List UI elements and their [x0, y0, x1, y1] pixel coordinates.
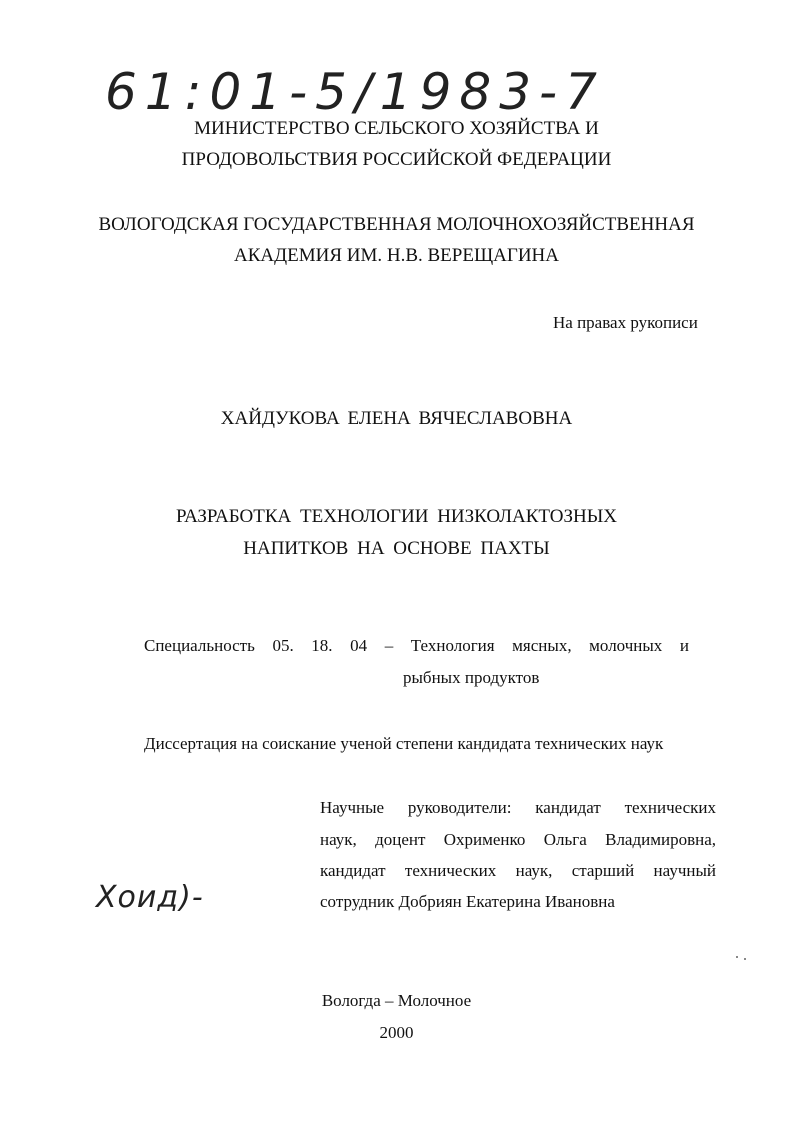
academy-line-1: ВОЛОГОДСКАЯ ГОСУДАРСТВЕННАЯ МОЛОЧНОХОЗЯЙСТВЕННАЯ	[98, 214, 695, 235]
handwritten-mark: Хоид)-	[96, 880, 204, 915]
title-line-2: НАПИТКОВ НА ОСНОВЕ ПАХТЫ	[243, 538, 550, 559]
scan-speck	[744, 958, 746, 960]
scan-speck	[736, 956, 738, 958]
supervisors-line-4: сотрудник Добриян Екатерина Ивановна	[320, 892, 615, 911]
supervisors-line-2: наук, доцент Охрименко Ольга Владимировна,	[320, 830, 716, 849]
specialty-line-2: рыбных продуктов	[403, 668, 540, 687]
handwritten-archive-number: 61:01-5/1983-7	[105, 63, 605, 121]
footer-year: 2000	[379, 1023, 414, 1042]
supervisors-line-1: Научные руководители: кандидат технических	[320, 798, 716, 817]
ministry-line-2: ПРОДОВОЛЬСТВИЯ РОССИЙСКОЙ ФЕДЕРАЦИИ	[181, 149, 612, 170]
title-line-1: РАЗРАБОТКА ТЕХНОЛОГИИ НИЗКОЛАКТОЗНЫХ	[175, 506, 618, 527]
academy-line-2: АКАДЕМИЯ ИМ. Н.В. ВЕРЕЩАГИНА	[234, 245, 559, 266]
rights-note: На правах рукописи	[553, 313, 698, 332]
footer-city: Вологда – Молочное	[321, 991, 472, 1010]
dissertation-statement: Диссертация на соискание ученой степени кандидата технических наук	[144, 734, 664, 753]
ministry-line-1: МИНИСТЕРСТВО СЕЛЬСКОГО ХОЗЯЙСТВА И	[194, 118, 599, 139]
supervisors-line-3: кандидат технических наук, старший научный	[320, 861, 716, 880]
specialty-line-1: Специальность 05. 18. 04 – Технология мясных, молочных и	[144, 636, 689, 655]
author-name: ХАЙДУКОВА ЕЛЕНА ВЯЧЕСЛАВОВНА	[220, 408, 573, 429]
